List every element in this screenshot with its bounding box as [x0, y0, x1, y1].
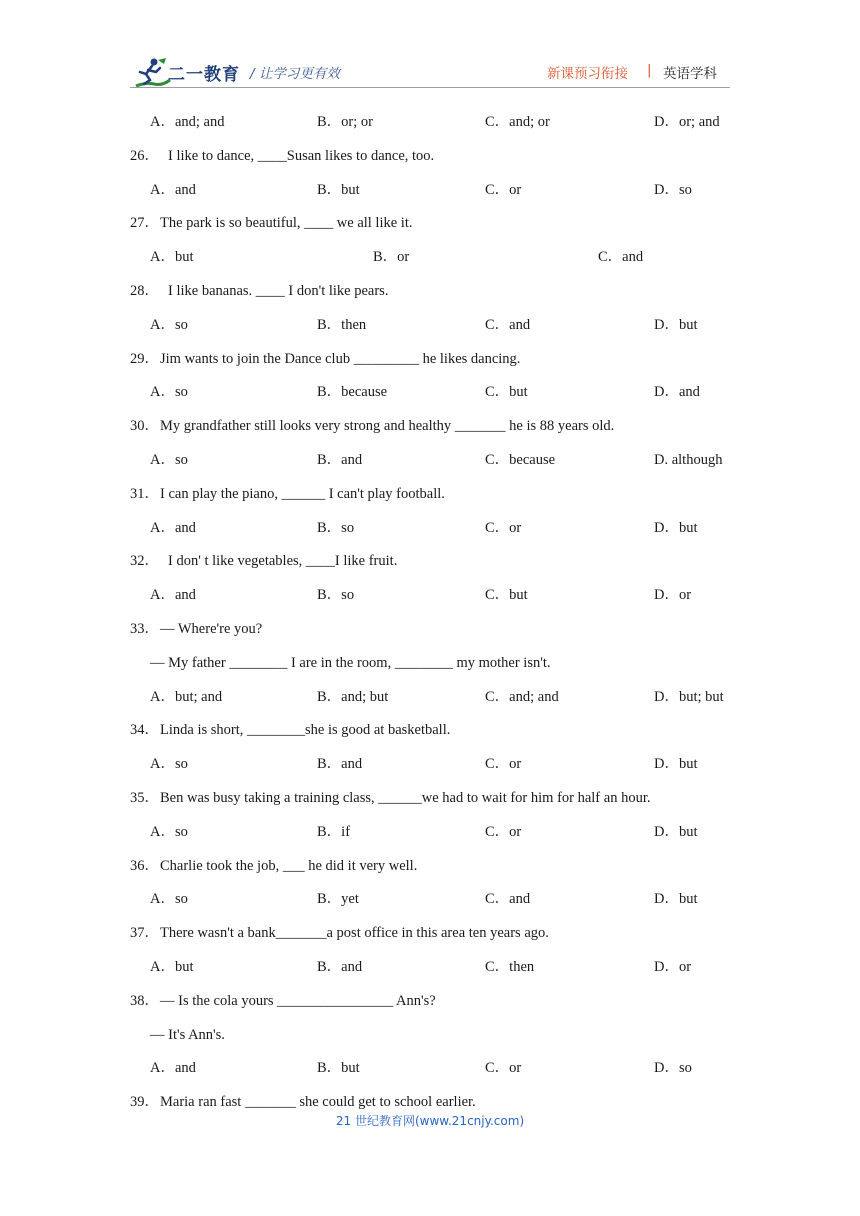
option-d[interactable]: D. although	[654, 452, 723, 468]
header-divider	[130, 87, 730, 88]
question-stem	[0, 414, 860, 438]
option-d[interactable]: D．but; but	[654, 688, 724, 705]
question-number: 35．	[130, 790, 159, 806]
option-d[interactable]: D．or	[654, 587, 692, 604]
option-d[interactable]: D．but	[654, 891, 698, 908]
question-text: Maria ran fast _______ she could get to school earlier.	[160, 1094, 476, 1111]
runner-logo-icon	[132, 56, 172, 90]
page-footer: 21 世纪教育网(www.21cnjy.com)	[335, 1114, 525, 1128]
question-stem	[0, 854, 860, 878]
question-number: 34．	[130, 722, 159, 739]
option-d[interactable]: D．so	[654, 1060, 692, 1077]
option-a[interactable]: A．and	[150, 181, 196, 198]
question-dialogue-line	[0, 1023, 860, 1047]
option-b[interactable]: B．and	[317, 452, 363, 468]
option-c[interactable]: C．or	[485, 181, 522, 198]
option-a[interactable]: A．and	[150, 1060, 196, 1077]
option-b[interactable]: B．because	[317, 384, 388, 401]
question-number: 38．	[130, 992, 159, 1009]
option-c[interactable]: C．and; and	[485, 688, 559, 705]
question-text: Charlie took the job, ___ he did it very well.	[160, 857, 418, 874]
question-number: 39．	[130, 1094, 159, 1111]
option-a[interactable]: A．and; and	[150, 114, 225, 130]
question-text: — Is the cola yours ________________ Ann's?	[160, 992, 436, 1009]
course-link[interactable]: 新课预习衔接	[547, 66, 628, 82]
option-d[interactable]: D．but	[654, 756, 698, 773]
question-stem	[0, 718, 860, 742]
answer-options	[0, 887, 860, 911]
option-c[interactable]: C．and; or	[485, 114, 550, 130]
question-text: Jim wants to join the Dance club _________ he likes dancing.	[160, 350, 521, 367]
option-b[interactable]: B．then	[317, 316, 367, 333]
option-c[interactable]: C．and	[485, 316, 531, 333]
answer-options	[0, 313, 860, 337]
question-stem	[0, 786, 860, 810]
question-number: 36．	[130, 857, 159, 874]
logo-text: 二一教育	[168, 65, 240, 85]
question-number: 29．	[130, 350, 159, 367]
slogan: / 让学习更有效	[250, 66, 340, 82]
option-b[interactable]: B．if	[317, 823, 351, 840]
option-a[interactable]: A．but; and	[150, 688, 223, 705]
option-b[interactable]: B．or	[373, 249, 410, 266]
question-dialogue-line	[0, 651, 860, 675]
answer-options	[0, 245, 860, 269]
question-text: I can play the piano, ______ I can't play football.	[160, 485, 445, 502]
answer-options	[0, 820, 860, 844]
question-text: My grandfather still looks very strong and healthy _______ he is 88 years old.	[160, 418, 615, 435]
option-a[interactable]: A．so	[150, 823, 188, 840]
question-number: 32．	[130, 553, 159, 570]
option-b[interactable]: B．so	[317, 587, 355, 604]
option-c[interactable]: C．or	[485, 823, 522, 840]
answer-options	[0, 955, 860, 979]
option-d[interactable]: D．but	[654, 823, 698, 840]
option-a[interactable]: A．and	[150, 519, 196, 536]
question-stem	[0, 617, 860, 641]
option-d[interactable]: D．or; and	[654, 114, 720, 130]
answer-options	[0, 516, 860, 540]
answer-options	[0, 583, 860, 607]
option-b[interactable]: B．yet	[317, 891, 359, 908]
option-d[interactable]: D．and	[654, 384, 700, 401]
question-text: I don' t like vegetables, ____I like fruit.	[168, 553, 398, 570]
question-text: I like to dance, ____Susan likes to dance, too.	[168, 147, 435, 164]
option-c[interactable]: C．or	[485, 519, 522, 536]
question-stem	[0, 347, 860, 371]
option-d[interactable]: D．but	[654, 316, 698, 333]
question-number: 30．	[130, 418, 159, 435]
option-b[interactable]: B．and; but	[317, 688, 389, 705]
question-text: Linda is short, ________she is good at basketball.	[160, 722, 451, 739]
dialogue-text: — My father ________ I are in the room, ________ my mother isn't.	[150, 654, 551, 671]
option-d[interactable]: D．so	[654, 181, 692, 198]
option-c[interactable]: C．and	[485, 891, 531, 908]
question-text: Ben was busy taking a training class, ______we had to wait for him for half an hour.	[160, 790, 651, 806]
question-stem	[0, 144, 860, 168]
option-a[interactable]: A．so	[150, 756, 188, 773]
question-stem	[0, 1090, 860, 1114]
option-a[interactable]: A．so	[150, 316, 188, 333]
answer-options	[0, 380, 860, 404]
question-text: The park is so beautiful, ____ we all like it.	[160, 215, 413, 232]
question-text: I like bananas. ____ I don't like pears.	[168, 283, 389, 299]
answer-options	[0, 685, 860, 709]
question-number: 33．	[130, 621, 159, 637]
option-a[interactable]: A．but	[150, 959, 194, 975]
question-text: There wasn't a bank_______a post office in this area ten years ago.	[160, 925, 549, 942]
option-a[interactable]: A．but	[150, 249, 194, 266]
question-number: 26．	[130, 147, 159, 164]
option-a[interactable]: A．and	[150, 587, 196, 604]
option-d[interactable]: D．or	[654, 959, 692, 975]
question-number: 37．	[130, 925, 159, 942]
question-number: 31．	[130, 485, 159, 502]
option-c[interactable]: C．or	[485, 756, 522, 773]
option-c[interactable]: C．or	[485, 1060, 522, 1077]
option-a[interactable]: A．so	[150, 384, 188, 401]
option-b[interactable]: B．but	[317, 181, 360, 198]
answer-options	[0, 110, 860, 134]
question-stem	[0, 921, 860, 945]
question-number: 28．	[130, 283, 159, 299]
question-stem	[0, 279, 860, 303]
option-b[interactable]: B．and	[317, 959, 363, 975]
page-header	[0, 0, 860, 100]
option-b[interactable]: B．but	[317, 1060, 360, 1077]
option-b[interactable]: B．so	[317, 519, 355, 536]
option-c[interactable]: C．but	[485, 587, 528, 604]
question-stem	[0, 211, 860, 235]
option-c[interactable]: C．but	[485, 384, 528, 401]
answer-options	[0, 752, 860, 776]
answer-options	[0, 448, 860, 472]
subject-label: 英语学科	[663, 66, 717, 82]
option-c[interactable]: C．and	[598, 249, 644, 266]
question-stem	[0, 482, 860, 506]
option-a[interactable]: A．so	[150, 891, 188, 908]
dialogue-text: — It's Ann's.	[150, 1026, 225, 1043]
answer-options	[0, 1056, 860, 1080]
option-b[interactable]: B．or; or	[317, 114, 373, 130]
question-stem	[0, 989, 860, 1013]
option-c[interactable]: C．because	[485, 452, 556, 468]
question-stem	[0, 549, 860, 573]
option-d[interactable]: D．but	[654, 519, 698, 536]
header-separator: |	[647, 62, 652, 78]
option-c[interactable]: C．then	[485, 959, 535, 975]
answer-options	[0, 178, 860, 202]
question-number: 27．	[130, 215, 159, 232]
question-text: — Where're you?	[160, 621, 263, 637]
option-b[interactable]: B．and	[317, 756, 363, 773]
option-a[interactable]: A．so	[150, 452, 188, 468]
